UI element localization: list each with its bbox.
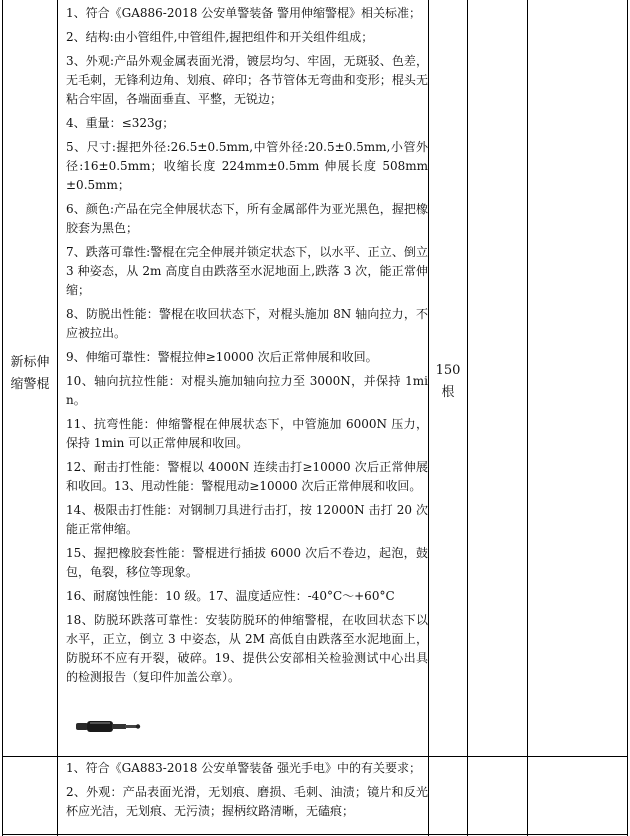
requirements-list-2 [66, 759, 428, 826]
requirements-list [66, 4, 428, 692]
table-border-bottom [2, 834, 628, 835]
quantity-cell: 150根 [435, 363, 461, 400]
requirement-item: 10、轴向抗拉性能：对棍头施加轴向拉力至 3000N，并保持 1min。 [66, 374, 428, 407]
table-border-right [627, 0, 628, 836]
row-divider [2, 756, 628, 757]
requirement-item: 7、跌落可靠性:警棍在完全伸展并锁定状态下，以水平、正立、倒立 3 种姿态，从 2m 高度自由跌落至水泥地面上,跌落 3 次，能正常伸缩； [66, 245, 428, 297]
product-name-cell: 新标伸缩警棍 [10, 355, 50, 392]
column-divider-requirements [428, 0, 429, 836]
telescopic-baton-icon [74, 718, 144, 734]
requirement-item: 3、外观:产品外观金属表面光滑，镀层均匀、牢固，无斑驳、色差，无毛刺，无锋利边角、划痕、碎印；各节管体无弯曲和变形；棍头无粘合牢固，各端面垂直、平整，无锐边； [66, 54, 428, 106]
requirement-item: 5、尺寸:握把外径:26.5±0.5mm,中管外径:20.5±0.5mm,小管外径:16±0.5mm；收缩长度 224mm±0.5mm 伸展长度 508mm±0.5mm； [66, 140, 428, 192]
requirement-item: 1、符合《GA886-2018 公安单警装备 警用伸缩警棍》相关标准； [66, 6, 422, 20]
column-divider-extra [527, 0, 528, 836]
requirement-item: 4、重量：≤323g； [66, 116, 175, 130]
requirement-item: 14、极限击打性能：对钢制刀具进行击打，按 12000N 击打 20 次能正常伸缩。 [66, 503, 428, 536]
requirement-item: 12、耐击打性能：警棍以 4000N 连续击打≥10000 次后正常伸展和收回。13、甩动性能：警棍甩动≥10000 次后正常伸展和收回。 [66, 460, 428, 493]
requirement-item: 16、耐腐蚀性能：10 级。17、温度适应性：-40°C～+60°C [66, 589, 395, 603]
requirement-item: 2、外观：产品表面光滑，无划痕、磨损、毛刺、油渍；镜片和反光杯应光洁，无划痕、无污渍；握柄纹路清晰，无磕痕； [66, 785, 428, 818]
table-border-left [2, 0, 3, 836]
column-divider-name [57, 0, 58, 836]
requirement-item: 15、握把橡胶套性能：警棍进行插拔 6000 次后不卷边，起泡，鼓包，龟裂，移位等现象。 [66, 546, 428, 579]
requirement-item: 1、符合《GA883-2018 公安单警装备 强光手电》中的有关要求； [66, 761, 422, 775]
requirement-item: 6、颜色:产品在完全伸展状态下，所有金属部件为亚光黑色，握把橡胶套为黑色； [66, 202, 428, 235]
column-divider-quantity [467, 0, 468, 836]
requirement-item: 2、结构:由小管组件,中管组件,握把组件和开关组件组成； [66, 30, 374, 44]
requirement-item: 9、伸缩可靠性：警棍拉伸≥10000 次后正常伸展和收回。 [66, 350, 378, 364]
requirement-item: 11、抗弯性能：伸缩警棍在伸展状态下，中管施加 6000N 压力，保持 1min 可以正常伸展和收回。 [66, 417, 428, 450]
requirement-item: 18、防脱环跌落可靠性：安装防脱环的伸缩警棍，在收回状态下以水平，正立，倒立 3 中姿态，从 2M 高低自由跌落至水泥地面上，防脱环不应有开裂，破碎。19、提供公安部相关检验测试中心出具的检测报告（复印件加盖公章）。 [66, 613, 428, 684]
requirement-item: 8、防脱出性能：警棍在收回状态下，对棍头施加 8N 轴向拉力，不应被拉出。 [66, 307, 428, 340]
